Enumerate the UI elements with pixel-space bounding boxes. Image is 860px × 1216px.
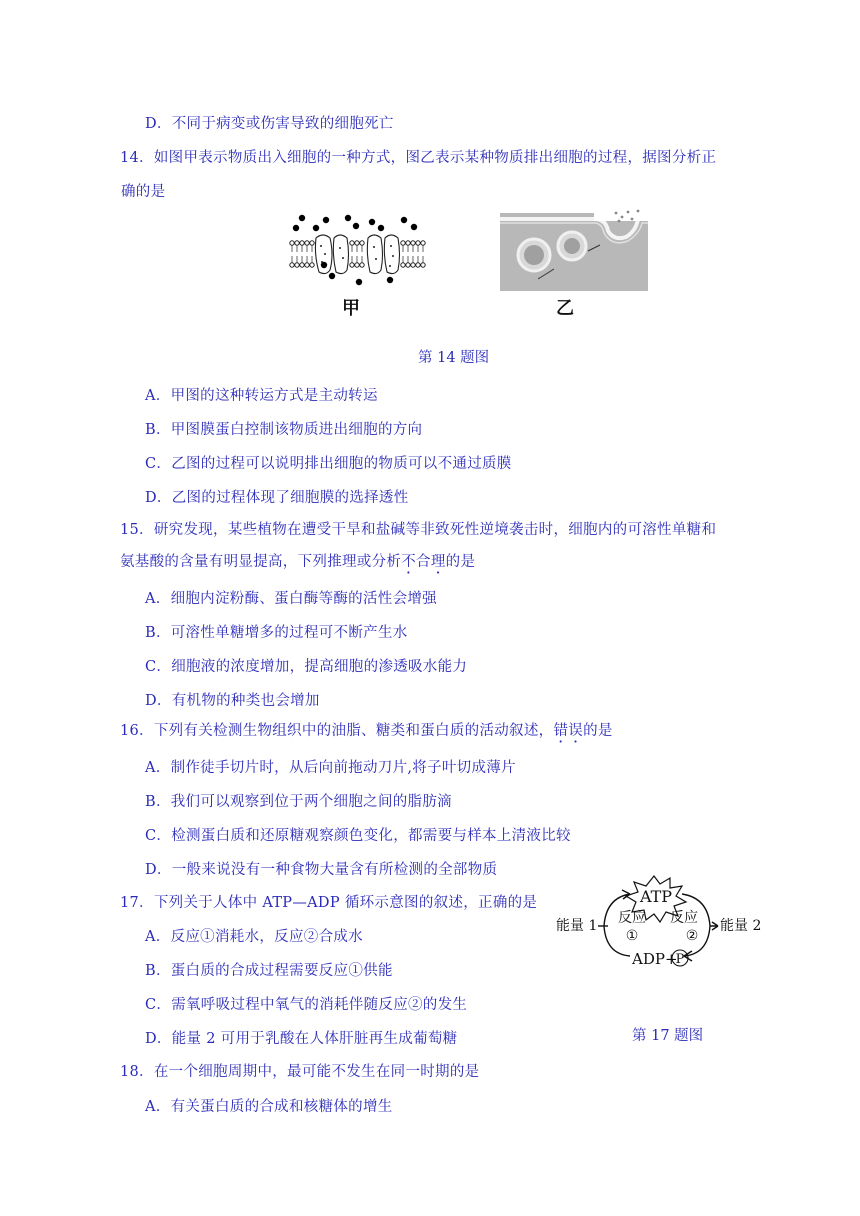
q16-option-c: C．检测蛋白质和还原糖观察颜色变化，都需要与样本上清液比较	[145, 828, 571, 844]
q17-option-b: B．蛋白质的合成过程需要反应①供能	[145, 963, 393, 979]
q14-option-a: A．甲图的这种转运方式是主动转运	[145, 388, 378, 404]
q14-stem-line1: 14．如图甲表示物质出入细胞的一种方式，图乙表示某种物质排出细胞的过程，据图分析正	[120, 150, 717, 166]
q17-phosphate-label: P	[675, 952, 685, 967]
q17-reaction1-number: ①	[625, 928, 639, 944]
q14-option-b: B．甲图膜蛋白控制该物质进出细胞的方向	[145, 422, 423, 438]
q16-stem: 16．下列有关检测生物组织中的油脂、糖类和蛋白质的活动叙述，错误的是	[120, 723, 613, 739]
q15-option-b: B．可溶性单糖增多的过程可不断产生水	[145, 625, 408, 641]
q14-figure-jia	[286, 210, 431, 290]
q17-reaction1-label: 反应	[618, 910, 646, 926]
q16-option-b: B．我们可以观察到位于两个细胞之间的脂肪滴	[145, 794, 452, 810]
q14-option-d: D．乙图的过程体现了细胞膜的选择透性	[145, 490, 409, 506]
q17-atp-adp-cycle-diagram	[552, 870, 772, 974]
q15-emphasis-2: 理	[430, 554, 446, 570]
q15-emphasis-1: 不	[401, 554, 417, 570]
q14-option-c: C．乙图的过程可以说明排出细胞的物质可以不通过质膜	[145, 456, 512, 472]
q15-stem-line1: 15．研究发现，某些植物在遭受干旱和盐碱等非致死性逆境袭击时，细胞内的可溶性单糖和	[120, 522, 717, 538]
q14-figure-yi	[498, 205, 650, 293]
q16-option-a: A．制作徒手切片时，从后向前拖动刀片,将子叶切成薄片	[145, 760, 516, 776]
q17-stem: 17．下列关于人体中 ATP—ADP 循环示意图的叙述，正确的是	[120, 895, 538, 911]
q17-adp-label: ADP+	[632, 950, 678, 968]
q15-option-a: A．细胞内淀粉酶、蛋白酶等酶的活性会增强	[145, 591, 437, 607]
q17-reaction2-label: 反应	[670, 910, 698, 926]
q17-energy1-label: 能量 1	[556, 918, 598, 934]
q14-stem-line2: 确的是	[121, 184, 166, 200]
q17-option-a: A．反应①消耗水，反应②合成水	[145, 929, 363, 945]
q14-figure-jia-label: 甲	[342, 298, 360, 319]
q17-atp-label: ATP	[639, 887, 673, 906]
q14-figure-yi-label: 乙	[556, 298, 574, 319]
q18-stem: 18．在一个细胞周期中，最可能不发生在同一时期的是	[120, 1064, 480, 1080]
q18-option-a: A．有关蛋白质的合成和核糖体的增生	[145, 1099, 393, 1115]
q16-option-d: D．一般来说没有一种食物大量含有所检测的全部物质	[145, 862, 498, 878]
q15-option-d: D．有机物的种类也会增加	[145, 693, 320, 709]
q17-figure-caption: 第 17 题图	[632, 1028, 704, 1044]
q16-emphasis-1: 错	[553, 723, 569, 739]
q15-option-c: C．细胞液的浓度增加，提高细胞的渗透吸水能力	[145, 659, 468, 675]
q17-option-d: D．能量 2 可用于乳酸在人体肝脏再生成葡萄糖	[145, 1031, 458, 1047]
q14-figure-caption: 第 14 题图	[418, 350, 490, 366]
q16-emphasis-2: 误	[568, 723, 584, 739]
q17-option-c: C．需氧呼吸过程中氧气的消耗伴随反应②的发生	[145, 997, 468, 1013]
q17-reaction2-number: ②	[685, 928, 699, 944]
q15-stem-line2: 氨基酸的含量有明显提高，下列推理或分析不合理的是	[120, 554, 476, 570]
q17-energy2-label: 能量 2	[720, 918, 762, 934]
q13-option-d: D．不同于病变或伤害导致的细胞死亡	[145, 116, 394, 132]
